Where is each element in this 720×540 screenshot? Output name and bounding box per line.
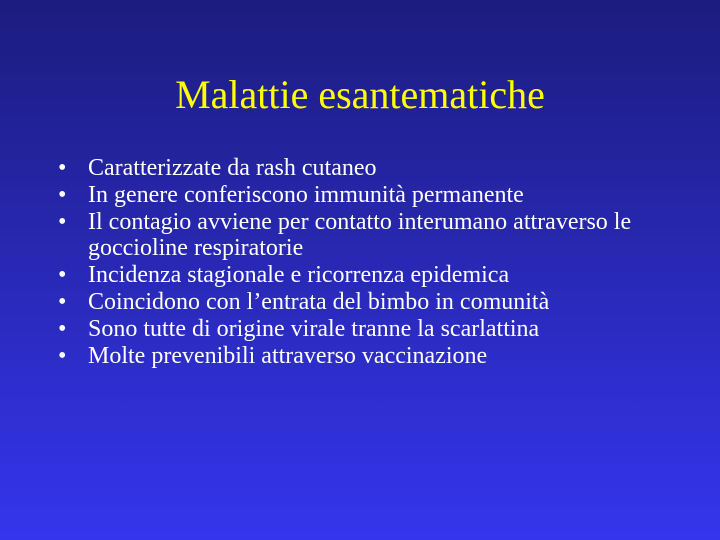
bullet-text: Il contagio avviene per contatto interumano attraverso le goccioline respiratorie bbox=[88, 208, 632, 262]
bullet-text: Sono tutte di origine virale tranne la scarlattina bbox=[88, 315, 540, 342]
bullet-item bbox=[58, 182, 698, 209]
bullet-text: Coincidono con l’entrata del bimbo in comunità bbox=[88, 288, 550, 315]
bullet-icon: • bbox=[58, 315, 67, 342]
bullet-text: Incidenza stagionale e ricorrenza epidemica bbox=[88, 262, 510, 289]
slide-title: Malattie esantematiche bbox=[175, 72, 545, 117]
bullet-item bbox=[58, 316, 698, 343]
bullet-item bbox=[58, 155, 698, 182]
bullet-item bbox=[58, 209, 698, 263]
bullet-icon: • bbox=[58, 262, 67, 289]
bullet-icon: • bbox=[58, 208, 67, 235]
bullet-list bbox=[58, 155, 698, 369]
bullet-icon: • bbox=[58, 288, 67, 315]
bullet-item bbox=[58, 262, 698, 289]
bullet-item bbox=[58, 289, 698, 316]
bullet-icon: • bbox=[58, 181, 67, 208]
bullet-text: Caratterizzate da rash cutaneo bbox=[88, 155, 377, 181]
bullet-icon: • bbox=[58, 155, 67, 181]
bullet-text: Molte prevenibili attraverso vaccinazione bbox=[88, 342, 488, 369]
bullet-icon: • bbox=[58, 342, 67, 369]
bullet-text: In genere conferiscono immunità permanente bbox=[88, 181, 524, 208]
bullet-item bbox=[58, 343, 698, 370]
